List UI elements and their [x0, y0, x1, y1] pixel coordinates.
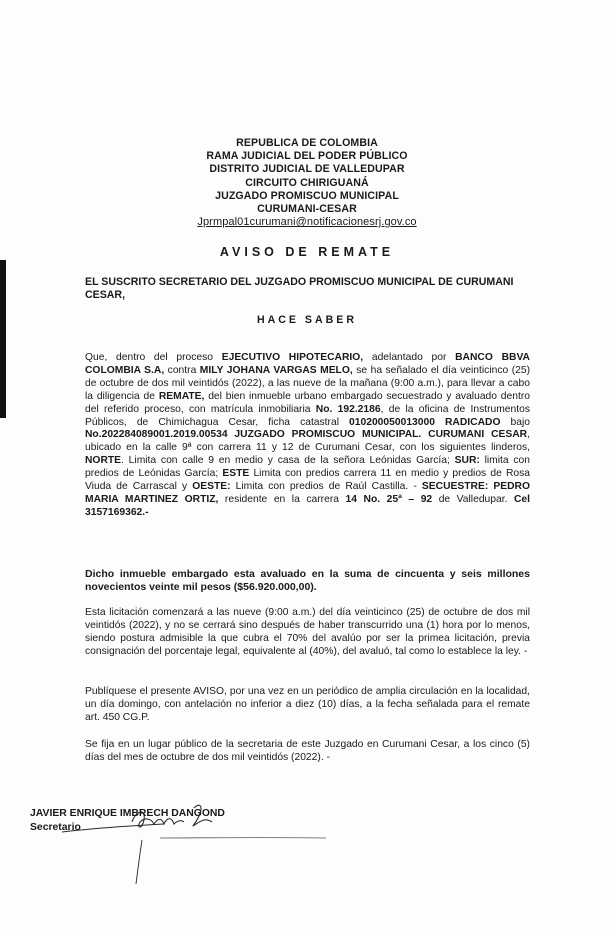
court-header	[0, 137, 614, 229]
document-title: AVISO DE REMATE	[219, 245, 395, 259]
publication-paragraph: Publíquese el presente AVISO, por una vez en un periódico de amplia circulación en la localidad, un día domingo, con antelación no inferior a diez (10) días, a la fecha señalada para el remate art. 450 CG.P.	[85, 686, 530, 723]
posting-date-paragraph: Se fija en un lugar público de la secretaria de este Juzgado en Curumani Cesar, a los cinco (5) días del mes de octubre de dos mil veintidós (2022). -	[85, 739, 530, 763]
signer-name: JAVIER ENRIQUE IMBRECH DANGOND	[30, 808, 225, 819]
header-line: CURUMANI-CESAR	[257, 203, 357, 216]
intro-statement: EL SUSCRITO SECRETARIO DEL JUZGADO PROMISCUO MUNICIPAL DE CURUMANI CESAR,	[85, 276, 514, 301]
valuation-paragraph: Dicho inmueble embargado esta avaluado en la suma de cincuenta y seis millones novecientos veinte mil pesos ($56.920.000,00).	[85, 568, 530, 593]
header-line: JUZGADO PROMISCUO MUNICIPAL	[215, 189, 399, 202]
header-line: DISTRITO JUDICIAL DE VALLEDUPAR	[209, 163, 405, 176]
signer-title: Secretario	[30, 822, 81, 833]
header-line: RAMA JUDICIAL DEL PODER PÚBLICO	[206, 150, 408, 163]
auction-details-paragraph: Que, dentro del proceso EJECUTIVO HIPOTECARIO, adelantado por BANCO BBVA COLOMBIA S.A, contra MILY JOHANA VARGAS MELO, se ha señalado el día veinticinco (25) de octubre de dos mil veintidós (2022), a las nueve de la mañana (9:00 a.m.), para llevar a cabo la diligencia de REMATE, del bien inmueble urbano embargado secuestrado y avaluado dentro del referido proceso, con matrícula inmobiliaria No. 192.2186, de la oficina de Instrumentos Públicos, de Chimichagua Cesar, ficha catastral 010200050013000 RADICADO bajo No.202284089001.2019.00534 JUZGADO PROMISCUO MUNICIPAL. CURUMANI CESAR, ubicado en la calle 9ª con carrera 11 y 12 de Curumani Cesar, con los siguientes linderos, NORTE. Limita con calle 9 en medio y casa de la señora Leónidas García; SUR: limita con predios de Leónidas García; ESTE Limita con predios carrera 11 en medio y predios de Rosa Viuda de Carrascal y OESTE: Limita con predios de Raúl Castilla. - SECUESTRE: PEDRO MARIA MARTINEZ ORTIZ, residente en la carrera 14 No. 25ª – 92 de Valledupar. Cel 3157169362.-	[85, 352, 531, 518]
bidding-terms-paragraph: Esta licitación comenzará a las nueve (9:00 a.m.) del día veinticinco (25) de octubre de dos mil veintidós (2022), y no se cerrará sino después de haber transcurrido una (1) hora por lo menos, siendo postura admisible la que cubra el 70% del avalúo por ser la primea licitación, previa consignación del porcentaje legal, equivalente al (40%), del avaluó, tal como lo establece la ley. -	[85, 607, 530, 657]
court-email-link[interactable]: Jprmpal01curumani@notificacionesrj.gov.co	[197, 216, 417, 229]
hace-saber-heading: HACE SABER	[256, 314, 358, 326]
scan-edge-mark	[0, 260, 6, 418]
header-line: REPUBLICA DE COLOMBIA	[236, 137, 378, 149]
header-line: CIRCUITO CHIRIGUANÁ	[245, 176, 369, 189]
